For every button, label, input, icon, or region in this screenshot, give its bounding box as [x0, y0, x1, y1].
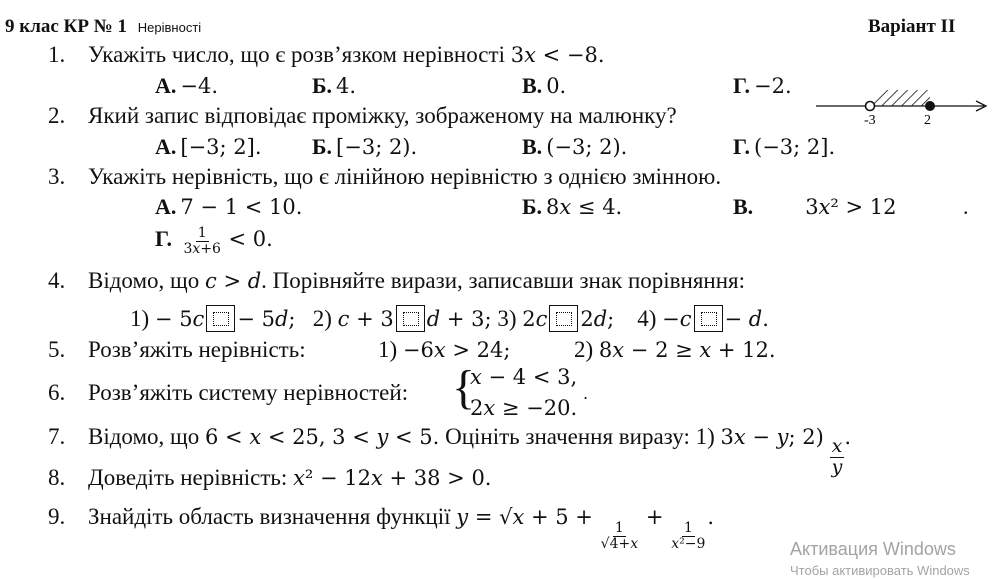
item-label: 1): [378, 337, 398, 362]
question-8: [48, 465, 492, 491]
question-number: 7.: [48, 424, 66, 449]
watermark-title: Активация Windows: [790, 539, 956, 559]
header-title: [5, 16, 201, 38]
item-label: 3): [497, 306, 517, 331]
item-right: − 5𝑑;: [237, 307, 296, 331]
option-letter: А.: [155, 134, 177, 159]
item-expression: 8𝑥 − 2 ≥ 𝑥 + 12.: [598, 338, 776, 362]
comparison-item: [313, 306, 498, 331]
comparison-sign-box[interactable]: [549, 305, 578, 332]
question-expression: 3𝑥 < −8.: [510, 43, 605, 67]
item-label: 2): [312, 306, 332, 331]
open-point-icon: [866, 102, 875, 111]
option-value: 3𝑥² > 12: [805, 195, 897, 219]
q5-item-2: [574, 337, 776, 363]
fraction-numerator: 1: [197, 225, 207, 241]
system-dot: .: [583, 384, 589, 403]
plus-sign: +: [645, 505, 664, 529]
option-value: (−3; 2].: [754, 135, 836, 159]
item-right: 2𝑑;: [580, 307, 615, 331]
question-text-mid: Оцініть значення виразу: 1): [445, 424, 715, 449]
expression-2-fraction: [830, 437, 845, 478]
option-letter: Г.: [733, 134, 751, 159]
fraction-numerator: 1: [614, 520, 624, 536]
fraction-denominator: √4+𝑥: [600, 535, 639, 552]
comparison-sign-box[interactable]: [694, 305, 723, 332]
answer-option-d: [155, 226, 273, 256]
question-expression: 𝑥² − 12𝑥 + 38 > 0.: [293, 466, 492, 490]
number-line-label-left: -3: [864, 113, 876, 128]
fraction-1: [599, 521, 640, 551]
comparison-item: [497, 306, 620, 331]
item-left: − 5𝑐: [154, 307, 205, 331]
option-value: 0.: [546, 74, 567, 98]
option-value: < 0.: [228, 227, 273, 252]
option-letter: Б.: [312, 134, 333, 159]
end-dot: .: [844, 425, 852, 449]
option-letter: В.: [522, 73, 543, 98]
number-line-label-right: 2: [924, 113, 931, 128]
answer-option-d: [733, 73, 792, 99]
question-text: Розв’яжіть систему нерівностей:: [88, 380, 409, 405]
question-text: Розв’яжіть нерівність:: [88, 337, 306, 362]
question-2: [48, 103, 677, 129]
question-number: 9.: [48, 504, 66, 529]
function-expression: 𝑦 = √𝑥 + 5 +: [456, 505, 593, 529]
comparison-item: [130, 306, 301, 331]
system-brace-icon: {: [452, 361, 476, 414]
question-text: Укажіть число, що є розв’язком нерівності: [88, 42, 505, 67]
option-letter: В.: [733, 194, 754, 219]
question-text-prefix: Відомо, що: [88, 424, 200, 449]
answer-option-d: [733, 134, 835, 160]
option-value: −2.: [754, 74, 792, 98]
comparison-item: [637, 306, 769, 331]
item-label: 1): [130, 306, 150, 331]
question-3: [48, 164, 721, 190]
option-letter: Б.: [522, 194, 543, 219]
question-text: Доведіть нерівність:: [88, 465, 288, 490]
question-number: 4.: [48, 268, 66, 293]
closed-point-icon: [925, 101, 935, 111]
option-letter: А.: [155, 73, 177, 98]
answer-option-a: [155, 194, 302, 220]
item-right: − 𝑑.: [724, 307, 769, 331]
question-5: [48, 337, 306, 363]
class-test-title: 9 клас КР № 1: [5, 16, 128, 37]
question-number: 1.: [48, 42, 66, 67]
option-value: 8𝑥 ≤ 4.: [546, 195, 623, 219]
answer-option-c: [733, 194, 896, 220]
option-letter: В.: [522, 134, 543, 159]
question-number: 8.: [48, 465, 66, 490]
condition-expression: 𝑐 > 𝑑: [205, 269, 262, 293]
number-line-figure: [814, 84, 994, 128]
item-label: 4): [637, 306, 657, 331]
option-letter: Б.: [312, 73, 333, 98]
expression-1: 3𝑥 − 𝑦; 2): [720, 425, 824, 449]
question-4: [48, 268, 745, 294]
question-text: Укажіть нерівність, що є лінійною нерівністю з однією змінною.: [88, 164, 722, 189]
system-line-1: 𝑥 − 4 < 3,: [470, 365, 578, 389]
question-text-suffix: . Порівняйте вирази, записавши знак порівняння:: [261, 268, 746, 293]
item-left: −𝑐: [662, 307, 692, 331]
option-letter: А.: [155, 194, 177, 219]
answer-option-b: [312, 73, 356, 99]
answer-option-c: [522, 134, 627, 160]
system-line-2: 2𝑥 ≥ −20.: [470, 396, 578, 420]
question-number: 2.: [48, 103, 66, 128]
question-text-prefix: Відомо, що: [88, 268, 200, 293]
question-text: Який запис відповідає проміжку, зображеному на малюнку?: [88, 103, 677, 128]
q5-item-1: [378, 337, 510, 363]
question-6: [48, 380, 408, 406]
option-letter: Г.: [155, 226, 173, 252]
end-dot: .: [707, 505, 715, 529]
fraction-denominator: 𝑦: [831, 455, 843, 478]
option-value: (−3; 2).: [546, 135, 628, 159]
item-expression: −6𝑥 > 24;: [402, 338, 511, 362]
fraction-denominator: 3𝑥+6: [183, 240, 221, 257]
answer-option-a: [155, 73, 218, 99]
question-text: Знайдіть область визначення функції: [88, 504, 451, 529]
fraction-numerator: 1: [683, 520, 693, 536]
question-9: [48, 504, 714, 551]
answer-option-c: [522, 73, 566, 99]
answer-option-b: [522, 194, 622, 220]
shaded-interval: [870, 90, 930, 106]
option-letter: Г.: [733, 73, 751, 98]
option-fraction: [182, 226, 223, 256]
topic-subtitle: Нерівності: [137, 20, 202, 35]
option-value: −4.: [180, 74, 219, 98]
option-value: 7 − 1 < 10.: [180, 195, 303, 219]
comparison-items: [130, 305, 769, 332]
item-right: 𝑑 + 3;: [426, 307, 492, 331]
comparison-sign-box[interactable]: [396, 305, 425, 332]
question-1: [48, 42, 605, 68]
fraction-denominator: 𝑥²−9: [671, 535, 706, 552]
option-value: [−3; 2).: [336, 135, 418, 159]
fraction-numerator: 𝑥: [831, 435, 843, 457]
item-left: 2𝑐: [522, 307, 548, 331]
question-number: 6.: [48, 380, 66, 405]
question-number: 5.: [48, 337, 66, 362]
condition-expression: 6 < 𝑥 < 25, 3 < 𝑦 < 5.: [205, 425, 440, 449]
item-label: 2): [574, 337, 594, 362]
answer-option-a: [155, 134, 262, 160]
item-left: 𝑐 + 3: [337, 307, 394, 331]
question-number: 3.: [48, 164, 66, 189]
trailing-dot: .: [963, 194, 969, 219]
fraction-2: [669, 521, 707, 551]
comparison-sign-box[interactable]: [206, 305, 235, 332]
watermark-subtitle: Чтобы активировать Windows: [790, 563, 970, 578]
answer-option-b: [312, 134, 417, 160]
variant-label: Варіант ІІ: [868, 16, 956, 37]
option-value: 4.: [336, 74, 357, 98]
option-value: [−3; 2].: [180, 135, 262, 159]
